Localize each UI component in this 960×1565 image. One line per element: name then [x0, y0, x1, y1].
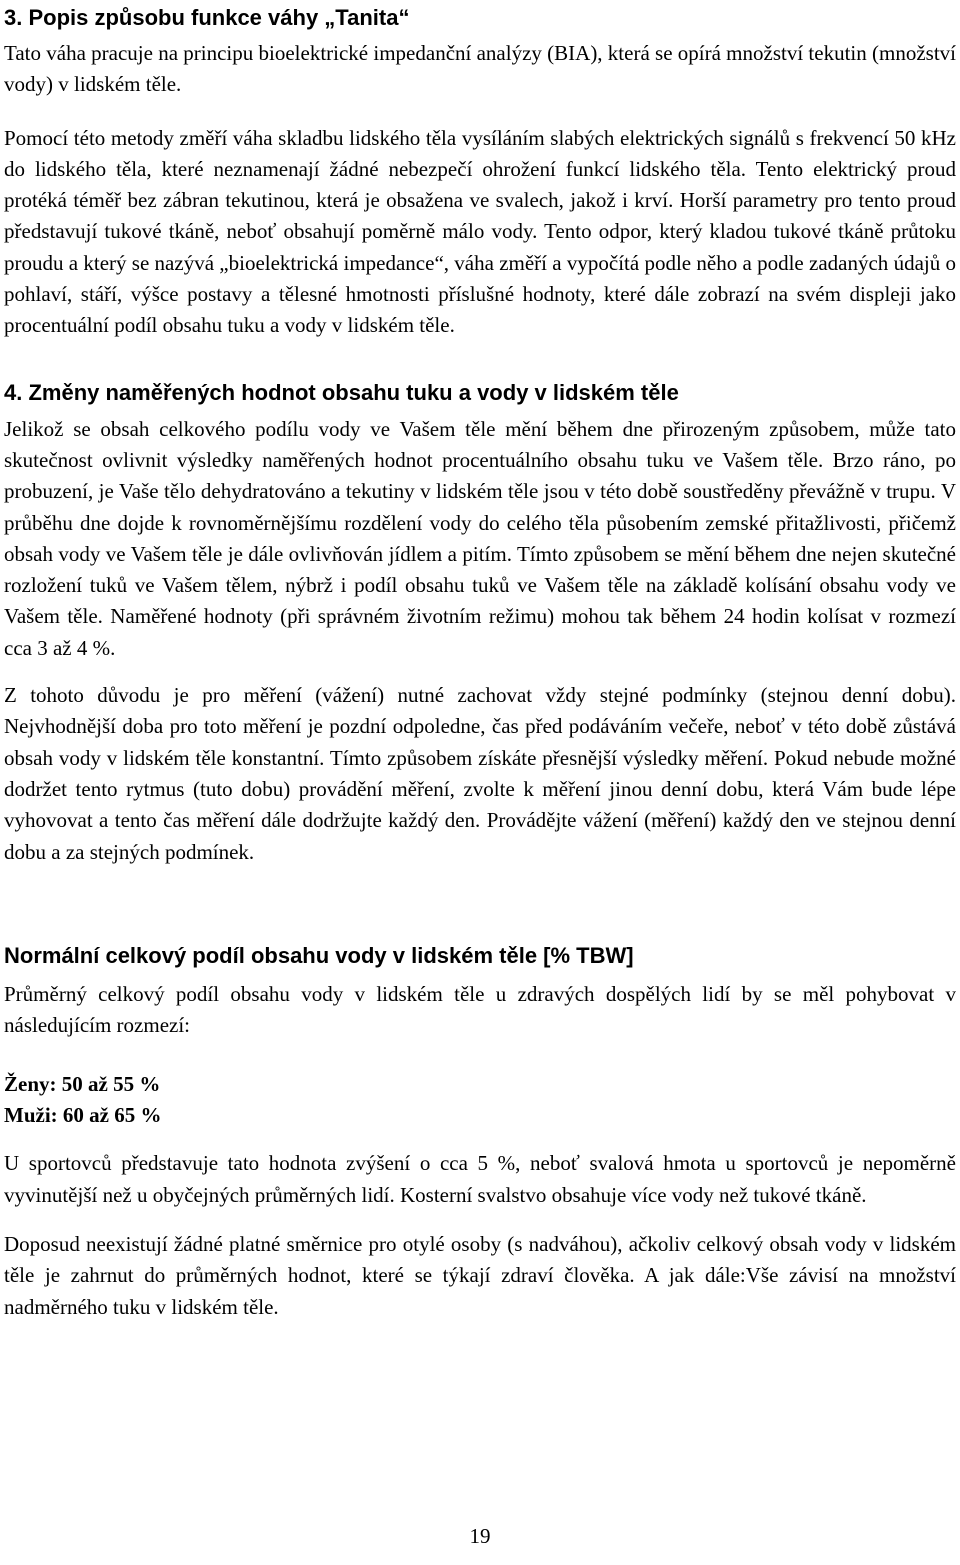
tbw-paragraph-obese: Doposud neexistují žádné platné směrnice pro otylé osoby (s nadváhou), ačkoliv celkový obsah vody v lidském těle je zahrnut do průměrných hodnot, které se týkají zdraví člověka. A jak dále:Vše závisí na množství nadměrného tuku v lidském těle.	[4, 1232, 956, 1319]
section-3-paragraph-2: Pomocí této metody změří váha skladbu lidského těla vysíláním slabých elektrických signálů s frekvencí 50 kHz do lidského těla, které neznamenají žádné nebezpečí ohrožení funkcí lidského těla. Tento elektrický proud protéká téměř bez zábran tekutinou, která je obsažena ve svalech, jakož i krví. Horší parametry pro tento proud představují tukové tkáně, neboť obsahují poměrně málo vody. Tento odpor, který kladou tukové tkáně průtoku proudu a který se nazývá „bioelektrická impedance“, váha změří a vypočítá podle něho a podle zadaných údajů o pohlaví, stáří, výšce postavy a tělesné hmotnosti příslušné hodnoty, které dále zobrazí na svém displeji jako procentuální podíl obsahu tuku a vody v lidském těle.	[4, 125, 956, 338]
section-4-heading: 4. Změny naměřených hodnot obsahu tuku a vody v lidském těle	[4, 379, 679, 405]
page-number: 19	[469, 1524, 491, 1548]
tbw-heading: Normální celkový podíl obsahu vody v lidském těle [% TBW]	[4, 942, 634, 968]
tbw-women-range: Ženy: 50 až 55 %	[4, 1072, 161, 1097]
tbw-paragraph-athletes: U sportovců představuje tato hodnota zvýšení o cca 5 %, neboť svalová hmota u sportovců je nepoměrně vyvinutější než u obyčejných průměrných lidí. Kosterní svalstvo obsahuje více vody než tukové tkáně.	[4, 1151, 956, 1207]
tbw-intro: Průměrný celkový podíl obsahu vody v lidském těle u zdravých dospělých lidí by se měl pohybovat v následujícím rozmezí:	[4, 981, 956, 1038]
section-4-paragraph-2: Z tohoto důvodu je pro měření (vážení) nutné zachovat vždy stejné podmínky (stejnou denní dobu). Nejvhodnější doba pro toto měření je pozdní odpoledne, čas před podáváním večeře, neboť v této době zůstává obsah vody v lidském těle konstantní. Tímto způsobem získáte přesnější výsledky měření. Pokud nebude možné dodržet tento rytmus (tuto dobu) provádění měření, zvolte k měření jinou denní dobu, která Vám bude lépe vyhovovat a tento čas měření dále dodržujte každý den. Provádějte vážení (měření) každý den ve stejnou denní dobu a za stejných podmínek.	[4, 683, 956, 864]
tbw-men-range: Muži: 60 až 65 %	[4, 1103, 162, 1128]
section-3-paragraph-1: Tato váha pracuje na principu bioelektrické impedanční analýzy (BIA), která se opírá množství tekutin (množství vody) v lidském těle.	[4, 41, 956, 97]
document-page	[4, 0, 956, 1323]
section-3-heading: 3. Popis způsobu funkce váhy „Tanita“	[4, 5, 410, 30]
section-4-paragraph-1: Jelikož se obsah celkového podílu vody ve Vašem těle mění během dne přirozeným způsobem, může tato skutečnost ovlivnit výsledky naměřených hodnot procentuálního obsahu tuku ve Vašem těle. Brzo ráno, po probuzení, je Vaše tělo dehydratováno a tekutiny v lidském těle jsou v této době soustředěny převážně v trupu. V průběhu dne dojde k rovnoměrnějšímu rozdělení vody do celého těla působením zemské přitažlivosti, přičemž obsah vody ve Vašem těle je dále ovlivňován jídlem a pitím. Tímto způsobem se mění během dne nejen skutečné rozložení tuků ve Vašem tělem, nýbrž i podíl obsahu tuků ve Vašem těle na základě kolísání obsahu vody ve Vašem těle. Naměřené hodnoty (při správném životním režimu) mohou tak během 24 hodin kolísat v rozmezí cca 3 až 4 %.	[4, 416, 956, 660]
